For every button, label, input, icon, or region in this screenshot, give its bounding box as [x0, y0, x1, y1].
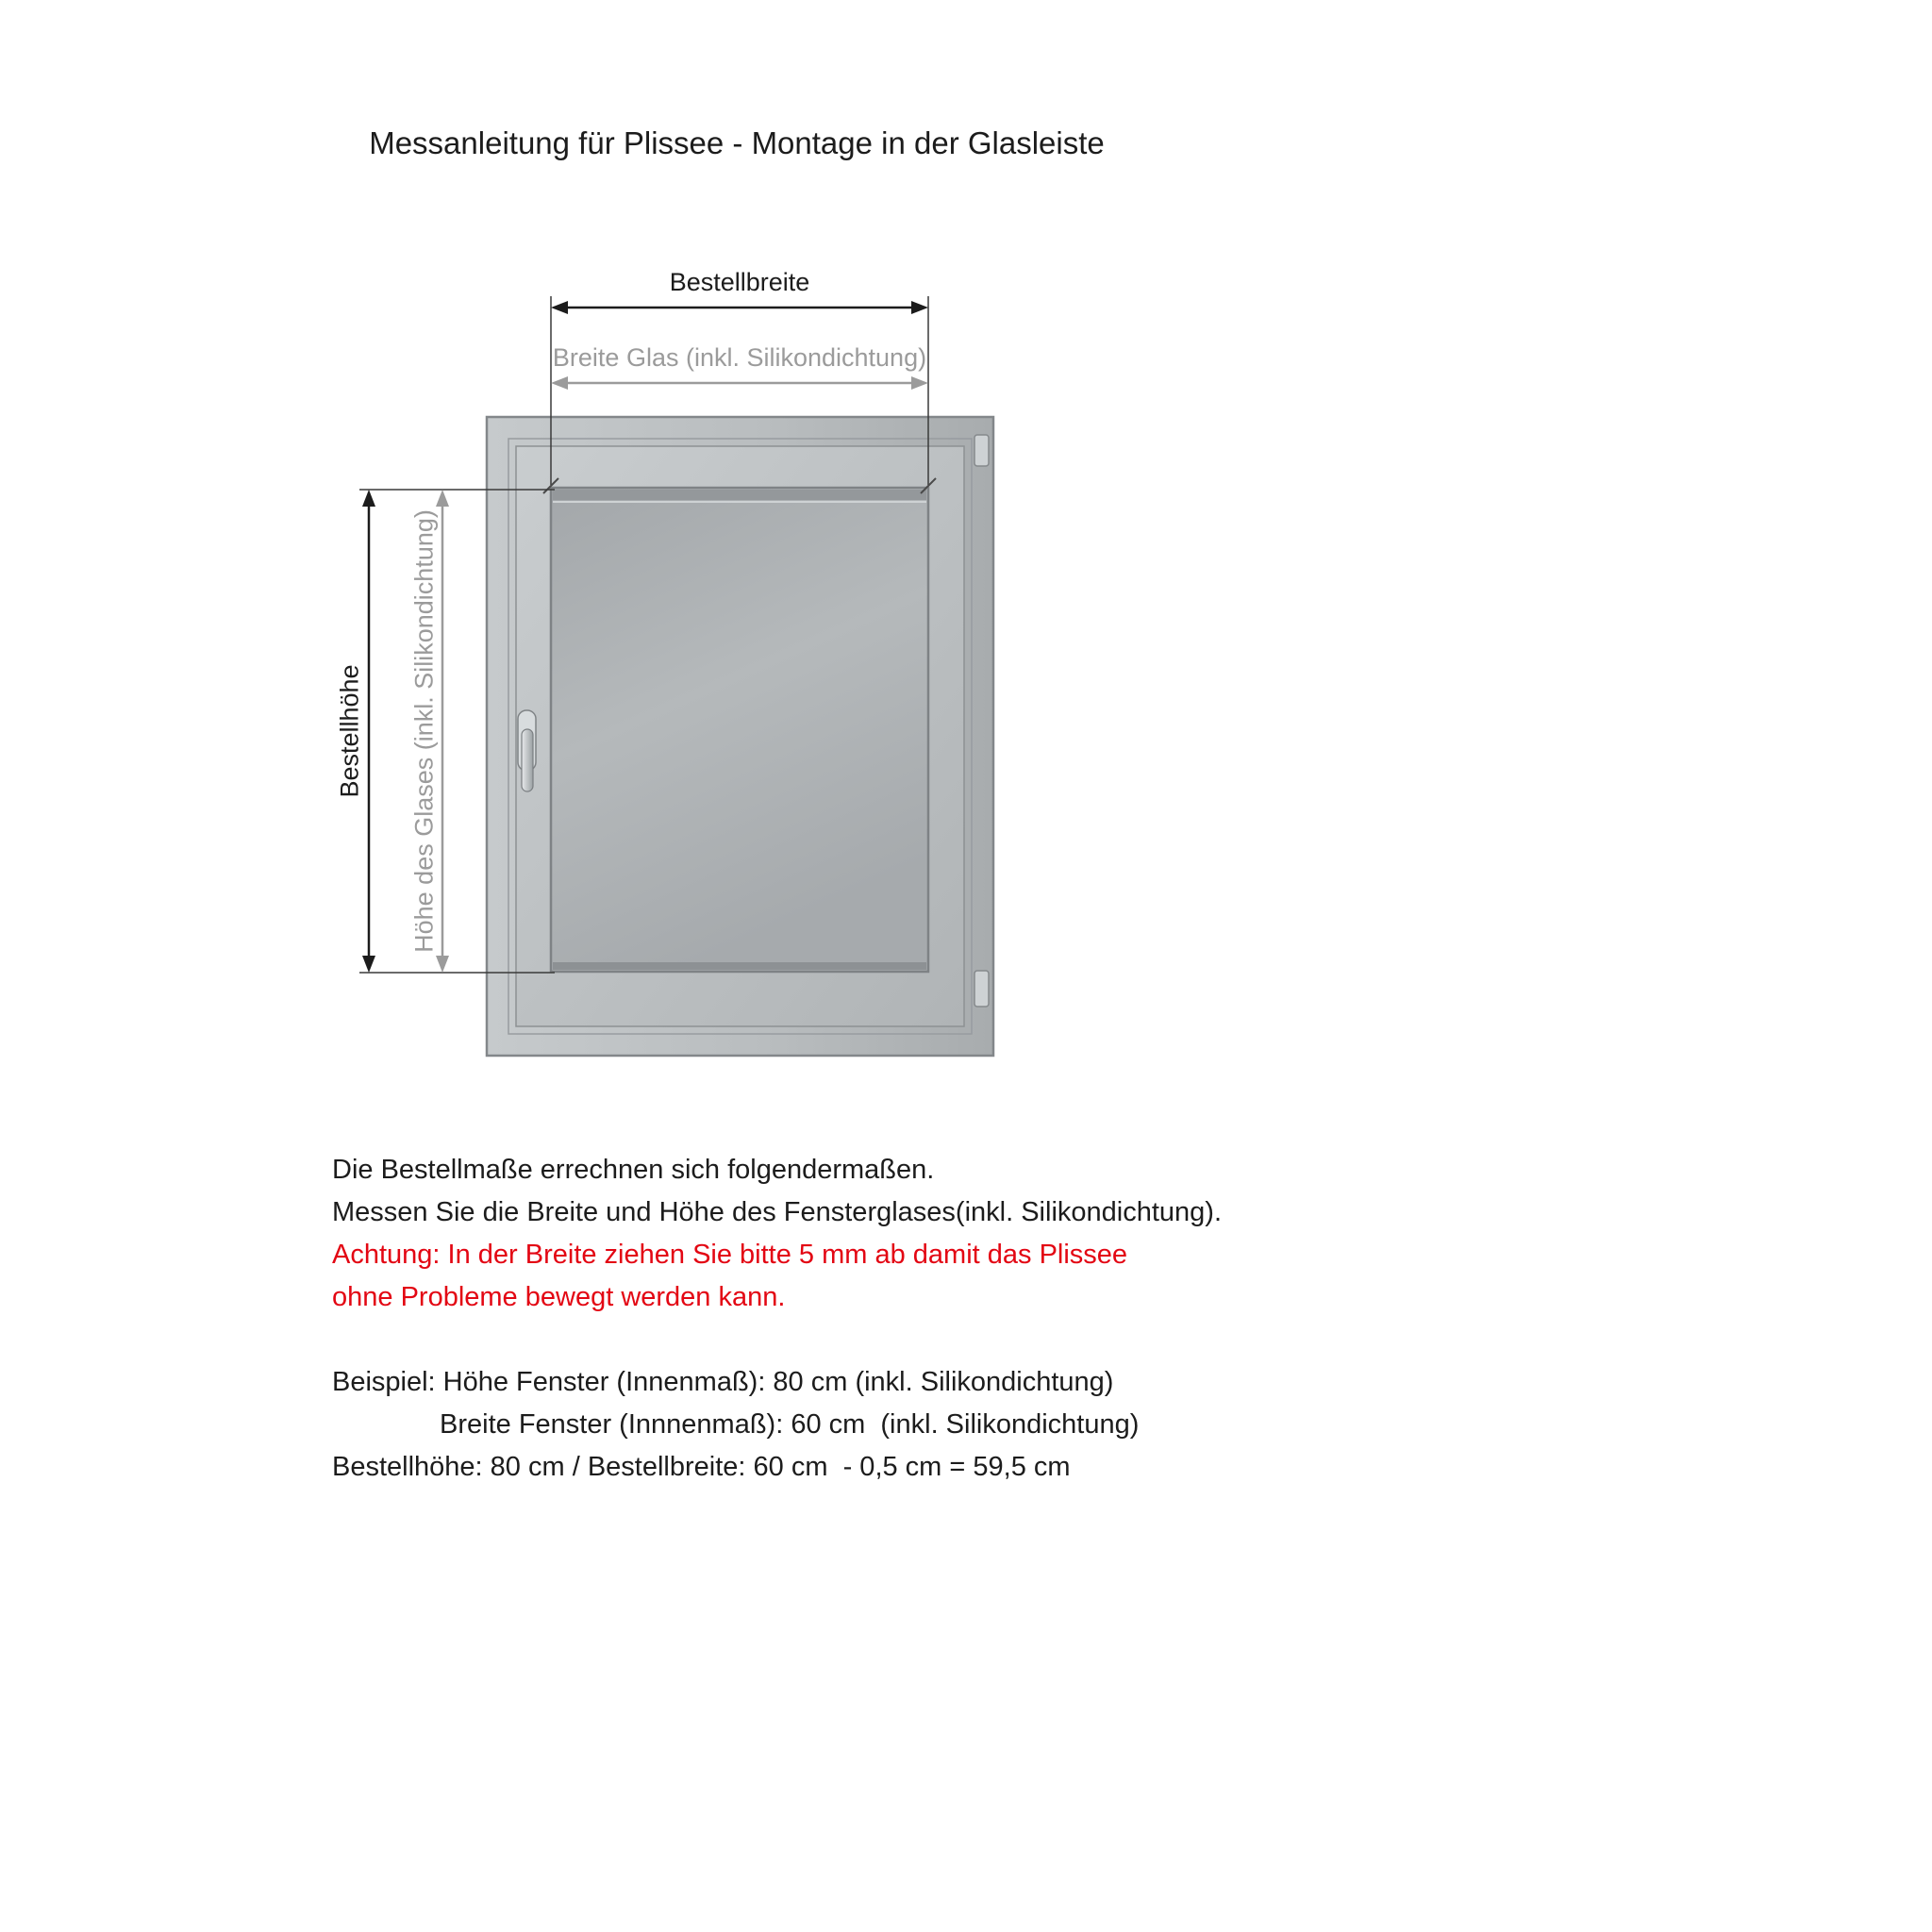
instructions-line: Messen Sie die Breite und Höhe des Fensterglases(inkl. Silikondichtung).: [332, 1197, 1222, 1227]
glass-bottom-shadow: [553, 962, 926, 970]
glass-width-arrow: [551, 376, 928, 390]
hinge-top-icon: [974, 435, 989, 466]
window-glass: [551, 488, 928, 972]
glass-width-label: Breite Glas (inkl. Silikondichtung): [552, 343, 927, 372]
example-line: Breite Fenster (Innnenmaß): 60 cm (inkl. Silikondichtung): [440, 1409, 1140, 1440]
hinge-bottom-icon: [974, 971, 989, 1007]
warning-line: Achtung: In der Breite ziehen Sie bitte 5 mm ab damit das Plissee: [332, 1240, 1128, 1270]
page-title: Messanleitung für Plissee - Montage in der Glasleiste: [369, 125, 1105, 160]
warning-line: ohne Probleme bewegt werden kann.: [332, 1282, 786, 1312]
window-illustration: [487, 417, 993, 1056]
example-block: [332, 1361, 1653, 1489]
handle-grip: [522, 729, 533, 791]
glass-top-bead: [553, 490, 926, 500]
order-width-arrow: [551, 301, 928, 314]
order-height-label: Bestellhöhe: [335, 664, 364, 798]
order-width-label: Bestellbreite: [669, 268, 810, 296]
example-line: Beispiel: Höhe Fenster (Innenmaß): 80 cm (inkl. Silikondichtung): [332, 1367, 1114, 1397]
instructions-line: Die Bestellmaße errechnen sich folgendermaßen.: [332, 1155, 935, 1185]
example-line: Bestellhöhe: 80 cm / Bestellbreite: 60 cm - 0,5 cm = 59,5 cm: [332, 1452, 1071, 1482]
instructions-block: [332, 1149, 1653, 1489]
glass-height-label: Höhe des Glases (inkl. Silikondichtung): [409, 509, 439, 953]
